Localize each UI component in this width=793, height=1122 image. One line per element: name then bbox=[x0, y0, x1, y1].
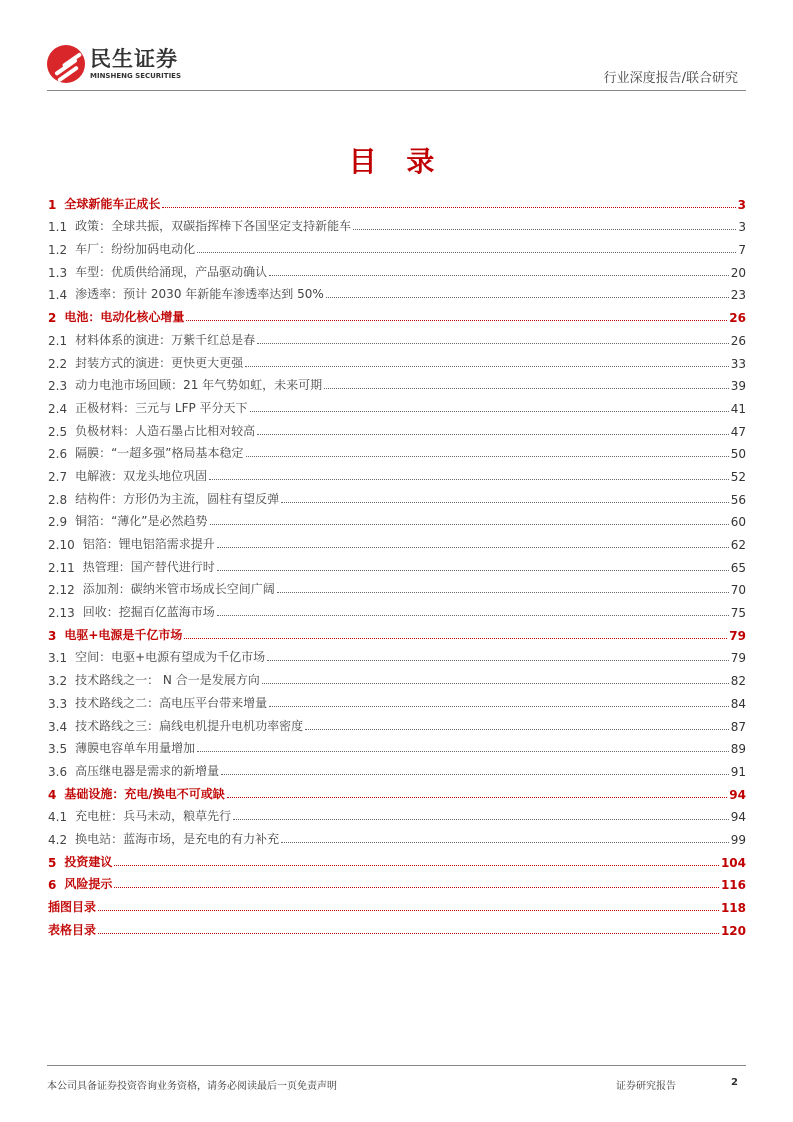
logo-chinese-name: 民生证券 bbox=[90, 47, 178, 71]
toc-section-entry[interactable] bbox=[48, 416, 746, 439]
toc-leader-dots bbox=[257, 434, 729, 435]
toc-entry-number: 4 bbox=[48, 787, 57, 802]
toc-leader-dots bbox=[269, 706, 729, 707]
toc-leader-dots bbox=[210, 524, 729, 525]
toc-entry-title: 插图目录 bbox=[48, 900, 97, 914]
toc-entry-number: 1 bbox=[48, 197, 57, 212]
toc-leader-dots bbox=[250, 411, 729, 412]
toc-section-entry[interactable] bbox=[48, 824, 746, 847]
toc-entry-number: 3.2 bbox=[48, 674, 68, 689]
header-divider bbox=[47, 90, 746, 91]
toc-entry-page: 7 bbox=[738, 243, 746, 258]
footer-divider bbox=[47, 1065, 746, 1066]
toc-section-entry[interactable] bbox=[48, 529, 746, 552]
toc-section-entry[interactable] bbox=[48, 439, 746, 462]
toc-entry-title: 充电桩：兵马未动，粮草先行 bbox=[75, 809, 232, 824]
toc-leader-dots bbox=[184, 638, 727, 639]
toc-entry-title: 隔膜：“一超多强”格局基本稳定 bbox=[75, 446, 244, 461]
toc-section-entry[interactable] bbox=[48, 643, 746, 666]
toc-leader-dots bbox=[162, 207, 735, 208]
toc-entry-number: 3.3 bbox=[48, 696, 68, 711]
toc-entry-number: 2.6 bbox=[48, 447, 68, 462]
toc-entry-page: 89 bbox=[730, 742, 746, 757]
toc-entry-title: 电池：电动化核心增量 bbox=[64, 310, 185, 325]
toc-entry-page: 26 bbox=[730, 333, 746, 348]
toc-entry-number: 1.3 bbox=[48, 265, 68, 280]
toc-section-entry[interactable] bbox=[48, 711, 746, 734]
toc-entry-page: 79 bbox=[730, 651, 746, 666]
toc-entry-page: 56 bbox=[730, 492, 746, 507]
toc-chapter-entry[interactable] bbox=[48, 620, 746, 643]
toc-chapter-entry[interactable] bbox=[48, 892, 746, 915]
toc-entry-number: 3.6 bbox=[48, 764, 68, 779]
footer-disclaimer: 本公司具备证券投资咨询业务资格，请务必阅读最后一页免责声明 bbox=[47, 1081, 337, 1092]
toc-chapter-entry[interactable] bbox=[48, 302, 746, 325]
toc-entry-title: 技术路线之一： N 合一是发展方向 bbox=[75, 673, 260, 688]
toc-entry-number: 3.5 bbox=[48, 742, 68, 757]
toc-entry-page: 50 bbox=[730, 447, 746, 462]
toc-leader-dots bbox=[257, 343, 729, 344]
toc-entry-title: 技术路线之二：高电压平台带来增量 bbox=[75, 695, 268, 710]
toc-entry-number: 2.13 bbox=[48, 606, 75, 621]
toc-entry-title: 政策：全球共振，双碳指挥棒下各国坚定支持新能车 bbox=[75, 219, 352, 234]
toc-entry-page: 3 bbox=[738, 220, 746, 235]
toc-section-entry[interactable] bbox=[48, 234, 746, 257]
toc-entry-number: 2.2 bbox=[48, 356, 68, 371]
toc-entry-page: 60 bbox=[730, 515, 746, 530]
toc-leader-dots bbox=[245, 366, 729, 367]
toc-entry-page: 20 bbox=[730, 265, 746, 280]
toc-entry-page: 82 bbox=[730, 674, 746, 689]
toc-entry-page: 47 bbox=[730, 424, 746, 439]
toc-entry-number: 2.1 bbox=[48, 333, 68, 348]
toc-entry-number: 4.2 bbox=[48, 832, 68, 847]
toc-entry-number: 4.1 bbox=[48, 810, 68, 825]
company-logo bbox=[47, 45, 181, 83]
table-of-contents bbox=[48, 189, 746, 938]
toc-entry-title: 渗透率：预计 2030 年新能车渗透率达到 50% bbox=[75, 287, 324, 302]
toc-entry-title: 电驱+电源是千亿市场 bbox=[64, 627, 183, 642]
toc-leader-dots bbox=[326, 297, 729, 298]
toc-section-entry[interactable] bbox=[48, 371, 746, 394]
toc-entry-title: 换电站：蓝海市场，是充电的有力补充 bbox=[75, 831, 280, 846]
toc-leader-dots bbox=[98, 933, 719, 934]
toc-section-entry[interactable] bbox=[48, 280, 746, 303]
toc-entry-number: 6 bbox=[48, 878, 57, 893]
toc-chapter-entry[interactable] bbox=[48, 779, 746, 802]
toc-entry-title: 电解液：双龙头地位巩固 bbox=[75, 468, 208, 483]
toc-entry-page: 104 bbox=[720, 855, 746, 870]
toc-section-entry[interactable] bbox=[48, 552, 746, 575]
toc-entry-page: 87 bbox=[730, 719, 746, 734]
toc-entry-title: 动力电池市场回顾：21 年气势如虹，未来可期 bbox=[75, 378, 323, 393]
toc-entry-number: 3.1 bbox=[48, 651, 68, 666]
toc-entry-number: 1.4 bbox=[48, 288, 68, 303]
toc-entry-page: 26 bbox=[729, 311, 746, 326]
toc-section-entry[interactable] bbox=[48, 325, 746, 348]
toc-section-entry[interactable] bbox=[48, 393, 746, 416]
toc-entry-number: 2.8 bbox=[48, 492, 68, 507]
toc-entry-page: 62 bbox=[730, 538, 746, 552]
toc-entry-number: 2.11 bbox=[48, 560, 75, 575]
toc-entry-page: 94 bbox=[730, 810, 746, 825]
toc-chapter-entry[interactable] bbox=[48, 915, 746, 938]
toc-leader-dots bbox=[262, 683, 729, 684]
toc-entry-number: 1.1 bbox=[48, 220, 68, 235]
toc-section-entry[interactable] bbox=[48, 461, 746, 484]
toc-entry-page: 84 bbox=[730, 696, 746, 711]
toc-entry-number: 2.10 bbox=[48, 538, 75, 552]
toc-leader-dots bbox=[221, 774, 729, 775]
toc-entry-title: 基础设施：充电/换电不可或缺 bbox=[64, 786, 225, 801]
toc-leader-dots bbox=[233, 819, 729, 820]
toc-entry-number: 2.3 bbox=[48, 379, 68, 394]
toc-entry-page: 41 bbox=[730, 401, 746, 416]
toc-section-entry[interactable] bbox=[48, 688, 746, 711]
toc-section-entry[interactable] bbox=[48, 507, 746, 530]
toc-entry-title: 热管理：国产替代进行时 bbox=[82, 559, 215, 574]
toc-leader-dots bbox=[209, 479, 729, 480]
toc-section-entry[interactable] bbox=[48, 802, 746, 825]
toc-leader-dots bbox=[197, 252, 736, 253]
toc-leader-dots bbox=[269, 275, 729, 276]
toc-leader-dots bbox=[217, 547, 729, 548]
toc-leader-dots bbox=[186, 320, 727, 321]
toc-entry-page: 120 bbox=[720, 923, 746, 938]
toc-section-entry[interactable] bbox=[48, 734, 746, 757]
toc-entry-title: 铜箔：“薄化”是必然趋势 bbox=[75, 514, 208, 529]
toc-entry-number: 2.12 bbox=[48, 583, 75, 598]
toc-entry-number: 3.4 bbox=[48, 719, 68, 734]
toc-entry-number: 2.4 bbox=[48, 401, 68, 416]
toc-leader-dots bbox=[281, 502, 729, 503]
toc-entry-page: 70 bbox=[730, 583, 746, 598]
toc-chapter-entry[interactable] bbox=[48, 189, 746, 212]
page-title: 目 录 bbox=[348, 145, 445, 178]
toc-entry-title: 铝箔：锂电铝箔需求提升 bbox=[82, 537, 215, 551]
toc-leader-dots bbox=[114, 887, 719, 888]
toc-leader-dots bbox=[217, 570, 729, 571]
toc-leader-dots bbox=[217, 615, 729, 616]
toc-entry-title: 负极材料：人造石墨占比相对较高 bbox=[75, 423, 256, 438]
toc-leader-dots bbox=[353, 229, 736, 230]
toc-entry-page: 91 bbox=[730, 764, 746, 779]
toc-section-entry[interactable] bbox=[48, 257, 746, 280]
toc-entry-number: 2.9 bbox=[48, 515, 68, 530]
toc-entry-title: 正极材料：三元与 LFP 平分天下 bbox=[75, 400, 248, 415]
toc-section-entry[interactable] bbox=[48, 484, 746, 507]
toc-entry-title: 薄膜电容单车用量增加 bbox=[75, 741, 196, 756]
footer-report-type: 证券研究报告 bbox=[616, 1081, 676, 1092]
toc-leader-dots bbox=[114, 865, 719, 866]
toc-entry-page: 3 bbox=[737, 197, 746, 212]
page-number: 2 bbox=[731, 1077, 738, 1088]
toc-leader-dots bbox=[324, 388, 729, 389]
toc-leader-dots bbox=[197, 751, 729, 752]
toc-entry-title: 高压继电器是需求的新增量 bbox=[75, 763, 220, 778]
toc-section-entry[interactable] bbox=[48, 348, 746, 371]
logo-english-name: MINSHENG SECURITIES bbox=[90, 72, 181, 80]
toc-chapter-entry[interactable] bbox=[48, 847, 746, 870]
toc-entry-title: 车型：优质供给涌现，产品驱动确认 bbox=[75, 264, 268, 279]
toc-entry-number: 2.7 bbox=[48, 469, 68, 484]
toc-entry-page: 94 bbox=[729, 787, 746, 802]
toc-entry-page: 52 bbox=[730, 469, 746, 484]
toc-entry-title: 投资建议 bbox=[64, 854, 113, 869]
toc-entry-title: 添加剂：碳纳米管市场成长空间广阔 bbox=[82, 582, 275, 597]
toc-entry-title: 全球新能车正成长 bbox=[64, 196, 161, 211]
toc-entry-number: 5 bbox=[48, 855, 57, 870]
logo-mark-icon bbox=[47, 45, 85, 83]
toc-section-entry[interactable] bbox=[48, 665, 746, 688]
toc-leader-dots bbox=[277, 592, 729, 593]
toc-entry-number: 3 bbox=[48, 628, 57, 643]
toc-entry-page: 118 bbox=[720, 901, 746, 915]
toc-entry-number: 1.2 bbox=[48, 243, 68, 258]
toc-entry-page: 33 bbox=[730, 356, 746, 371]
report-category: 行业深度报告/联合研究 bbox=[603, 71, 738, 86]
toc-section-entry[interactable] bbox=[48, 575, 746, 598]
toc-entry-page: 79 bbox=[729, 628, 746, 643]
toc-entry-title: 技术路线之三：扁线电机提升电机功率密度 bbox=[75, 718, 304, 733]
toc-entry-page: 39 bbox=[730, 379, 746, 394]
toc-leader-dots bbox=[227, 797, 728, 798]
toc-section-entry[interactable] bbox=[48, 756, 746, 779]
toc-entry-number: 2 bbox=[48, 311, 57, 326]
toc-leader-dots bbox=[281, 842, 729, 843]
toc-chapter-entry[interactable] bbox=[48, 870, 746, 893]
toc-entry-title: 回收：挖掘百亿蓝海市场 bbox=[82, 605, 215, 620]
toc-entry-title: 车厂：纷纷加码电动化 bbox=[75, 242, 196, 257]
toc-entry-page: 116 bbox=[720, 878, 746, 893]
toc-leader-dots bbox=[267, 660, 729, 661]
toc-entry-page: 23 bbox=[730, 288, 746, 303]
toc-entry-page: 99 bbox=[730, 832, 746, 847]
toc-entry-title: 结构件：方形仍为主流，圆柱有望反弹 bbox=[75, 491, 280, 506]
toc-entry-page: 65 bbox=[730, 560, 746, 575]
toc-leader-dots bbox=[305, 729, 729, 730]
toc-entry-title: 风险提示 bbox=[64, 877, 113, 892]
toc-entry-title: 封装方式的演进：更快更大更强 bbox=[75, 355, 244, 370]
toc-entry-title: 表格目录 bbox=[48, 922, 97, 937]
toc-section-entry[interactable] bbox=[48, 597, 746, 620]
toc-leader-dots bbox=[246, 456, 729, 457]
toc-leader-dots bbox=[98, 910, 719, 911]
toc-entry-title: 材料体系的演进：万紫千红总是春 bbox=[75, 332, 256, 347]
toc-entry-number: 2.5 bbox=[48, 424, 68, 439]
toc-section-entry[interactable] bbox=[48, 212, 746, 235]
toc-entry-page: 75 bbox=[730, 606, 746, 621]
toc-entry-title: 空间：电驱+电源有望成为千亿市场 bbox=[75, 650, 266, 665]
